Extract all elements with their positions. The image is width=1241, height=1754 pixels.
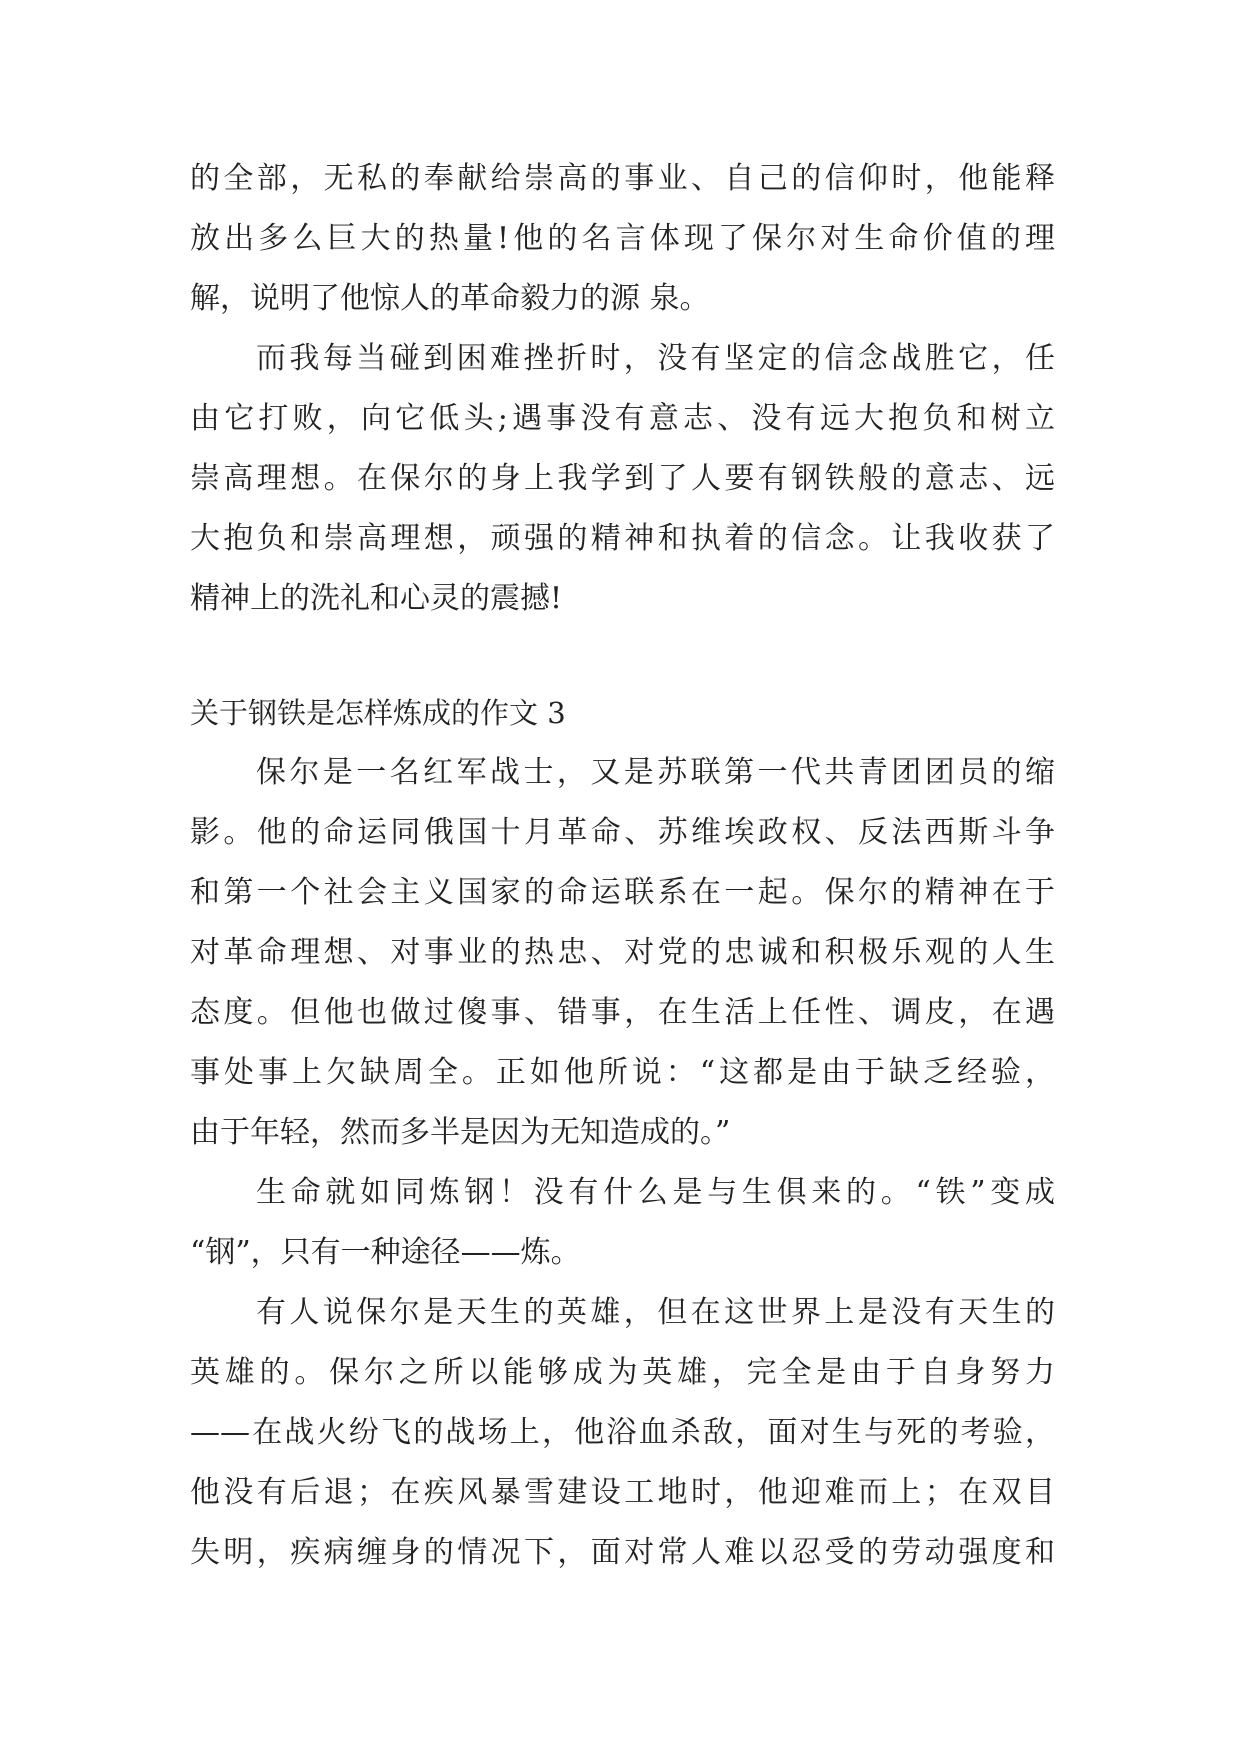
paragraph-line: 失明，疾病缠身的情况下，面对常人难以忍受的劳动强度和 (190, 1535, 1055, 1570)
paragraph-line: 解，说明了他惊人的革命毅力的源 泉。 (190, 281, 710, 316)
paragraph-line: 有人说保尔是天生的英雄，但在这世界上是没有天生的 (256, 1295, 1055, 1330)
paragraph-line: 他没有后退；在疾风暴雪建设工地时，他迎难而上；在双目 (190, 1475, 1055, 1510)
paragraph-line: 大抱负和崇高理想，顽强的精神和执着的信念。让我收获了 (190, 521, 1055, 556)
paragraph-line: 和第一个社会主义国家的命运联系在一起。保尔的精神在于 (190, 875, 1055, 910)
paragraph-line: 而我每当碰到困难挫折时，没有坚定的信念战胜它，任 (256, 341, 1055, 376)
paragraph-line: 英雄的。保尔之所以能够成为英雄，完全是由于自身努力 (190, 1355, 1055, 1390)
paragraph-line: 影。他的命运同俄国十月革命、苏维埃政权、反法西斯斗争 (190, 815, 1055, 850)
paragraph-line: 对革命理想、对事业的热忠、对党的忠诚和积极乐观的人生 (190, 935, 1055, 970)
paragraph-line: 精神上的洗礼和心灵的震撼! (190, 581, 563, 616)
paragraph-line: ——在战火纷飞的战场上，他浴血杀敌，面对生与死的考验， (190, 1415, 1055, 1450)
paragraph-line: 事处事上欠缺周全。正如他所说：“这都是由于缺乏经验， (190, 1055, 1055, 1090)
paragraph-line: 崇高理想。在保尔的身上我学到了人要有钢铁般的意志、远 (190, 461, 1055, 496)
paragraph-line: 由于年轻，然而多半是因为无知造成的。” (190, 1115, 731, 1150)
section-title: 关于钢铁是怎样炼成的作文 3 (190, 696, 566, 730)
paragraph-line: 保尔是一名红军战士，又是苏联第一代共青团团员的缩 (256, 755, 1055, 790)
paragraph-line: 态度。但他也做过傻事、错事，在生活上任性、调皮，在遇 (190, 995, 1055, 1030)
paragraph-line: 由它打败，向它低头;遇事没有意志、没有远大抱负和树立 (190, 401, 1055, 436)
paragraph-line: 放出多么巨大的热量!他的名言体现了保尔对生命价值的理 (190, 221, 1055, 256)
paragraph-line: “钢”，只有一种途径——炼。 (190, 1235, 581, 1270)
paragraph-line: 生命就如同炼钢！没有什么是与生俱来的。“铁”变成 (256, 1175, 1055, 1210)
paragraph-line: 的全部，无私的奉献给崇高的事业、自己的信仰时，他能释 (190, 161, 1055, 196)
